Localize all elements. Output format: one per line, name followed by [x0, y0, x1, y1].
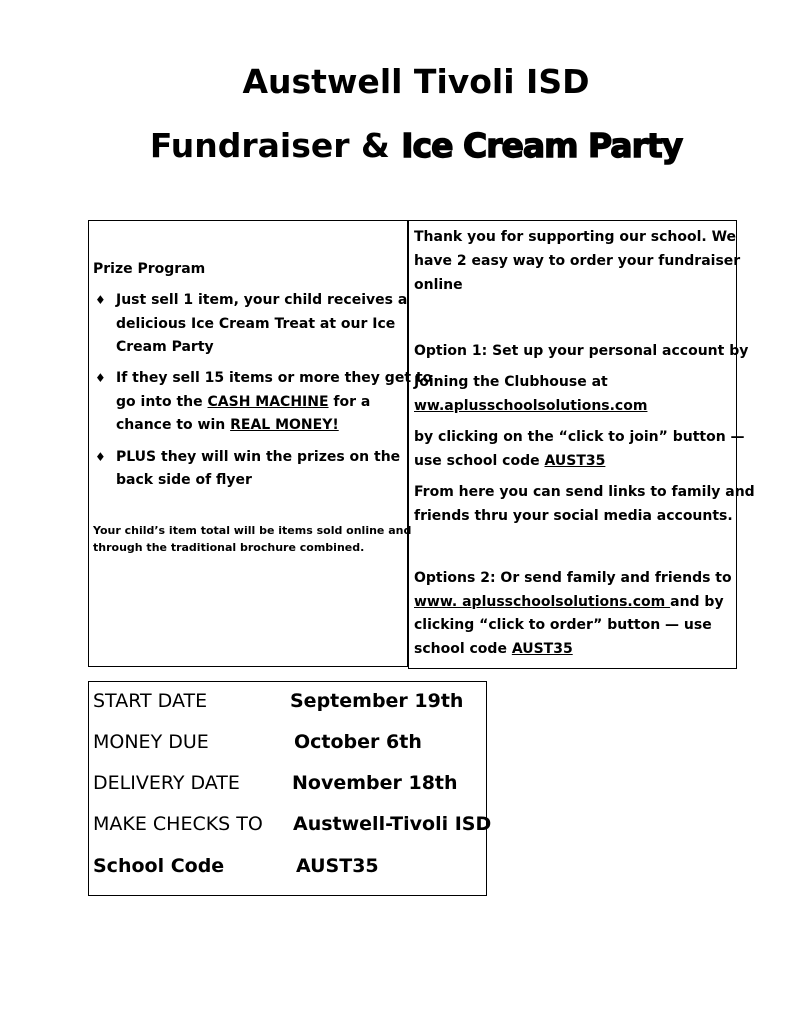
start-date-value: September 19th — [290, 690, 464, 712]
cash-machine-text: CASH MACHINE — [207, 394, 329, 410]
diamond-bullet-icon: ♦ — [95, 293, 106, 307]
order-intro-line-2: have 2 easy way to order your fundraiser — [414, 253, 741, 269]
diamond-bullet-icon: ♦ — [95, 450, 106, 464]
option-2-line-4 — [414, 640, 573, 658]
option-1-line-4: by clicking on the “click to join” button — — [414, 429, 745, 445]
money-due-value: October 6th — [294, 731, 422, 753]
delivery-date-label: DELIVERY DATE — [93, 772, 240, 794]
option-1-heading: Option 1: Set up your personal account by — [414, 343, 749, 359]
real-money-text: REAL MONEY! — [230, 417, 339, 433]
subtitle-prefix: Fundraiser & — [149, 126, 402, 165]
school-code-label: School Code — [93, 855, 225, 877]
prize-bullet-1-line-2: delicious Ice Cream Treat at our Ice — [116, 316, 396, 332]
prize-bullet-3-line-2: back side of flyer — [116, 472, 252, 488]
school-code-text: AUST35 — [544, 453, 606, 469]
text-fragment: use school code — [414, 453, 545, 469]
make-checks-to-value: Austwell-Tivoli ISD — [293, 813, 492, 835]
prize-bullet-2-line-1: If they sell 15 items or more they get to — [116, 370, 433, 386]
page-title: Austwell Tivoli ISD — [242, 62, 590, 101]
prize-note-line-2: through the traditional brochure combined. — [93, 541, 365, 554]
prize-program-heading: Prize Program — [93, 261, 206, 277]
money-due-label: MONEY DUE — [93, 731, 209, 753]
prize-program-box — [88, 220, 408, 667]
option-1-line-7: friends thru your social media accounts. — [414, 508, 733, 524]
text-fragment: for a — [328, 394, 371, 410]
text-fragment: school code — [414, 641, 512, 657]
make-checks-to-label: MAKE CHECKS TO — [93, 813, 263, 835]
prize-bullet-3-line-1: PLUS they will win the prizes on the — [116, 449, 401, 465]
page-subtitle — [0, 126, 791, 165]
option-2-heading: Options 2: Or send family and friends to — [414, 570, 732, 586]
delivery-date-value: November 18th — [292, 772, 458, 794]
school-code-text: AUST35 — [511, 641, 573, 657]
order-intro-line-3: online — [414, 277, 463, 293]
option-1-line-6: From here you can send links to family and — [414, 484, 755, 500]
prize-bullet-2-line-3 — [116, 416, 339, 434]
text-fragment: go into the — [116, 394, 208, 410]
school-code-value: AUST35 — [296, 855, 379, 877]
option-1-line-5 — [414, 452, 605, 470]
option-2-line-2 — [414, 593, 724, 611]
prize-bullet-1-line-1: Just sell 1 item, your child receives a — [116, 292, 408, 308]
diamond-bullet-icon: ♦ — [95, 371, 106, 385]
ice-cream-party-text: Ice Cream Party — [401, 126, 683, 165]
option-1-website-link[interactable]: ww.aplusschoolsolutions.com — [414, 398, 648, 414]
prize-bullet-1-line-3: Cream Party — [116, 339, 214, 355]
option-2-website-link[interactable]: www. aplusschoolsolutions.com — [414, 594, 671, 610]
start-date-label: START DATE — [93, 690, 208, 712]
option-2-line-3: clicking “click to order” button — use — [414, 617, 712, 633]
text-fragment: chance to win — [116, 417, 231, 433]
prize-bullet-2-line-2 — [116, 393, 370, 411]
order-intro-line-1: Thank you for supporting our school. We — [414, 229, 737, 245]
prize-note-line-1: Your child’s item total will be items sold online and — [93, 524, 412, 537]
option-1-line-2: Joining the Clubhouse at — [414, 374, 608, 390]
text-fragment: and by — [670, 594, 724, 610]
